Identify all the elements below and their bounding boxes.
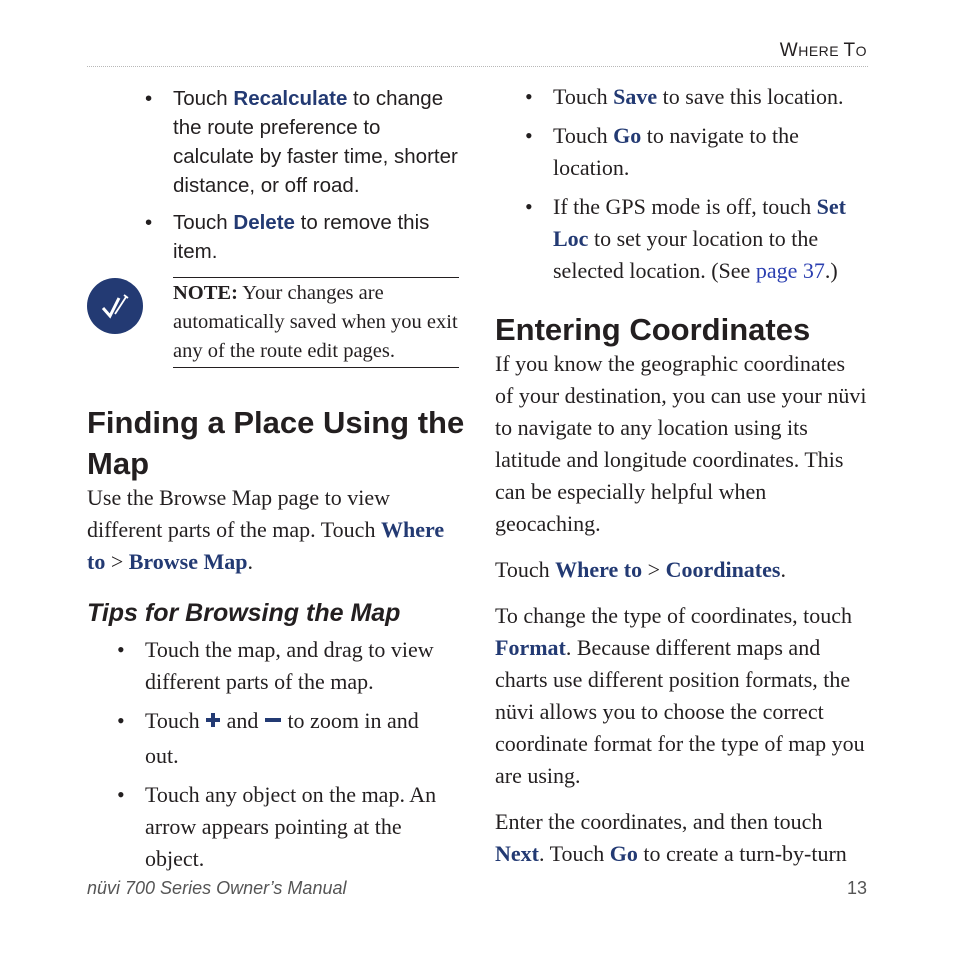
- recalculate-keyword: Recalculate: [233, 87, 348, 110]
- note-text: NOTE: Your changes are automatically saved when you exit any of the route edit pages.: [173, 282, 458, 362]
- note-divider-bottom: [173, 367, 459, 368]
- list-item: • Touch Go to navigate to the location.: [525, 123, 799, 180]
- note-checkmark-icon: [87, 278, 143, 334]
- list-item: • Touch and to zoom in and out.: [145, 705, 455, 772]
- delete-keyword: Delete: [233, 211, 295, 234]
- coordinates-format-paragraph: To change the type of coordinates, touch Format. Because different maps and charts use different position formats, the nüvi allows you to choose the correct coordinate format for the type of map you are using.: [495, 603, 865, 788]
- left-bullet-list: [145, 84, 463, 274]
- heading-tips: Tips for Browsing the Map: [87, 599, 401, 627]
- tips-list: [117, 634, 455, 882]
- coordinates-touch-path: Touch Where to > Coordinates.: [495, 557, 786, 582]
- zoom-out-minus-icon: [264, 705, 282, 737]
- note-divider-top: [173, 277, 459, 278]
- list-item: • Touch any object on the map. An arrow appears pointing at the object.: [117, 782, 437, 872]
- list-item: • Touch Recalculate to change the route preference to calculate by faster time, shorter distance, or off road.: [145, 87, 458, 197]
- list-item: • Touch Save to save this location.: [525, 84, 844, 109]
- page-number: 13: [846, 878, 867, 898]
- footer-manual-title: nüvi 700 Series Owner’s Manual: [87, 878, 347, 898]
- finding-place-paragraph: Use the Browse Map page to view different parts of the map. Touch Where to > Browse Map.: [87, 485, 445, 574]
- heading-entering-coordinates: Entering Coordinates: [495, 312, 811, 347]
- right-bullet-list: [525, 81, 863, 294]
- list-item: • If the GPS mode is off, touch Set Loc to set your location to the selected location. (See page 37.): [525, 194, 846, 283]
- header-rule: [87, 66, 868, 67]
- heading-finding-place: Finding a Place Using the Map: [87, 405, 465, 481]
- list-item: • Touch the map, and drag to view different parts of the map.: [117, 637, 434, 694]
- list-item: • Touch Delete to remove this item.: [145, 211, 430, 263]
- zoom-in-plus-icon: [205, 705, 221, 737]
- page-37-link[interactable]: page 37: [755, 258, 825, 283]
- running-header: WHERE TO: [779, 40, 867, 61]
- coordinates-body: [495, 348, 867, 884]
- coordinates-enter-paragraph: Enter the coordinates, and then touch Next. Touch Go to create a turn-by-turn: [495, 809, 847, 866]
- coordinates-intro: If you know the geographic coordinates of your destination, you can use your nüvi to navigate to any location using its latitude and longitude coordinates. This can be especially helpful when geocaching.: [495, 351, 867, 536]
